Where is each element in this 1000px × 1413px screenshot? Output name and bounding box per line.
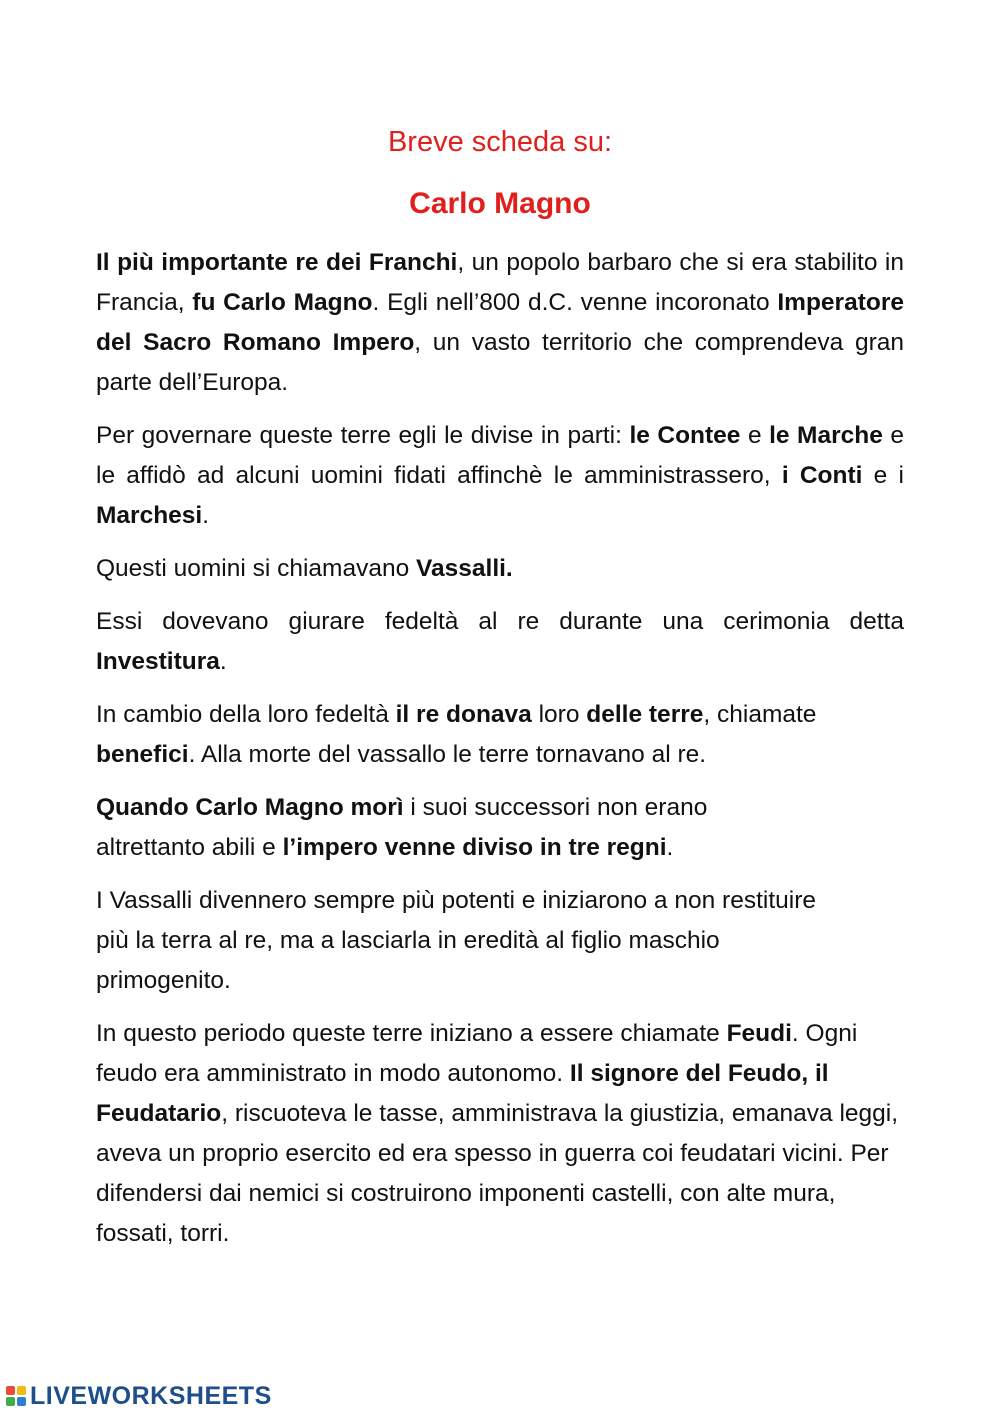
bold-text: delle terre: [586, 701, 704, 728]
logo-mark-icon: [6, 1386, 26, 1406]
page-title: Carlo Magno: [409, 187, 591, 220]
text-span: , un vasto territorio che comprendeva gran parte dell’Europa.: [96, 329, 904, 396]
bold-text: Il signore del Feudo, il Feudatario: [96, 1060, 829, 1127]
text-span: In cambio della loro fedeltà: [96, 701, 396, 728]
bold-text: Investitura: [96, 648, 220, 675]
text-span: , un popolo barbaro che si era stabilito in Francia,: [96, 249, 904, 316]
text-span: .: [219, 648, 227, 675]
text-span: . Ogni feudo era amministrato in modo autonomo.: [96, 1020, 858, 1087]
liveworksheets-logo: [6, 1381, 272, 1411]
paragraph-1: [96, 243, 904, 403]
text-span: e: [740, 422, 770, 449]
logo-square-icon: [17, 1386, 26, 1395]
paragraph-5: [96, 695, 904, 775]
paragraph-7: [96, 881, 904, 1001]
paragraph-2: [96, 416, 904, 536]
text-span: e le affidò ad alcuni uomini fidati affinchè le amministrassero,: [96, 422, 905, 489]
text-span: , riscuoteva le tasse, amministrava la giustizia, emanava leggi, aveva un proprio esercito ed era spesso in guerra coi feudatari vicini. Per difendersi dai nemici si costruirono imponenti castelli, con alte mura, fossati, torri.: [96, 1100, 899, 1247]
bold-text: Marchesi: [96, 502, 203, 529]
logo-text: LIVEWORKSHEETS: [30, 1381, 272, 1410]
logo-square-icon: [6, 1386, 15, 1395]
text-span: .: [202, 502, 210, 529]
logo-square-icon: [6, 1397, 15, 1406]
text-span: Questi uomini si chiamavano: [96, 555, 417, 582]
bold-text: benefici: [96, 741, 189, 768]
text-span: e i: [862, 462, 904, 489]
paragraph-4: [96, 602, 904, 682]
text-span: , chiamate: [703, 701, 817, 728]
text-span: Per governare queste terre egli le divise in parti:: [96, 422, 630, 449]
paragraph-3: [96, 549, 904, 589]
bold-text: le Contee: [629, 422, 741, 449]
bold-text: l’impero venne diviso in tre regni: [282, 834, 667, 861]
bold-text: Quando Carlo Magno morì: [96, 794, 404, 821]
bold-text: i Conti: [781, 462, 863, 489]
bold-text: Vassalli.: [416, 555, 513, 582]
bold-text: le Marche: [769, 422, 883, 449]
bold-text: il re donava: [395, 701, 532, 728]
text-span: In questo periodo queste terre iniziano a essere chiamate: [96, 1020, 727, 1047]
text-span: . Egli nell’800 d.C. venne incoronato: [372, 289, 778, 316]
text-span: .: [666, 834, 674, 861]
subtitle: Breve scheda su:: [387, 126, 613, 158]
bold-text: Imperatore del Sacro Romano Impero: [96, 289, 905, 356]
text-span: loro: [531, 701, 587, 728]
text-span: i suoi successori non erano altrettanto abili e: [96, 794, 708, 861]
paragraph-8: [96, 1014, 904, 1254]
bold-text: Il più importante re dei Franchi: [96, 249, 458, 276]
paragraph-6: [96, 788, 904, 868]
logo-square-icon: [17, 1397, 26, 1406]
text-span: . Alla morte del vassallo le terre tornavano al re.: [188, 741, 707, 768]
body-text: [96, 243, 904, 1267]
text-span: Essi dovevano giurare fedeltà al re durante una cerimonia detta: [96, 608, 904, 635]
bold-text: Feudi: [726, 1020, 792, 1047]
text-span: I Vassalli divennero sempre più potenti e iniziarono a non restituire più la terra al re, ma a lasciarla in eredità al figlio maschio primogenito.: [96, 887, 816, 994]
bold-text: fu Carlo Magno: [192, 289, 373, 316]
